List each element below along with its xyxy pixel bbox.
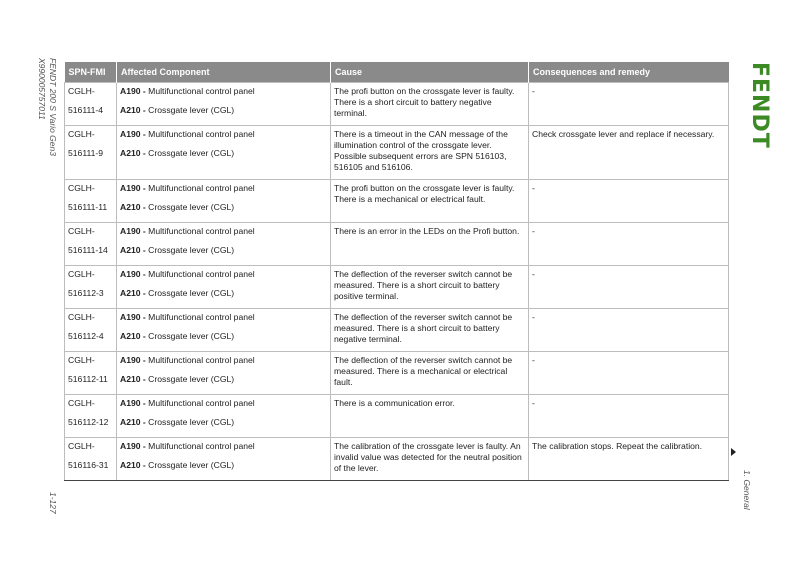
- component-cell: [117, 438, 331, 481]
- component-line: [120, 331, 327, 350]
- component-id: A210 -: [120, 374, 146, 384]
- cause-cell: The profi button on the crossgate lever is faulty. There is a short circuit to battery negative terminal.: [331, 83, 529, 126]
- spn-code: 516111-4: [68, 105, 104, 115]
- table-row: [65, 126, 729, 180]
- spn-prefix: CGLH-: [68, 398, 95, 408]
- component-name: Crossgate lever (CGL): [145, 374, 235, 384]
- component-name: Crossgate lever (CGL): [145, 417, 235, 427]
- spn-code: 516112-4: [68, 331, 104, 341]
- component-name: Multifunctional control panel: [145, 226, 255, 236]
- spn-fmi-cell: [65, 180, 117, 223]
- component-line: [120, 417, 327, 436]
- component-cell: [117, 223, 331, 266]
- component-id: A190 -: [120, 129, 146, 139]
- component-id: A210 -: [120, 148, 146, 158]
- component-cell: [117, 180, 331, 223]
- cause-cell: There is an error in the LEDs on the Profi button.: [331, 223, 529, 266]
- component-id: A210 -: [120, 460, 146, 470]
- component-line: [120, 312, 327, 331]
- component-cell: [117, 395, 331, 438]
- remedy-cell: -: [529, 83, 729, 126]
- component-id: A190 -: [120, 398, 146, 408]
- remedy-cell: The calibration stops. Repeat the calibration.: [529, 438, 729, 481]
- component-line: [120, 245, 327, 264]
- spn-fmi-cell: [65, 126, 117, 180]
- cause-cell: The deflection of the reverser switch cannot be measured. There is a short circuit to battery positive terminal.: [331, 266, 529, 309]
- component-name: Multifunctional control panel: [145, 398, 255, 408]
- component-name: Multifunctional control panel: [145, 269, 255, 279]
- remedy-cell: Check crossgate lever and replace if necessary.: [529, 126, 729, 180]
- spn-prefix: CGLH-: [68, 441, 95, 451]
- spn-fmi-cell: [65, 438, 117, 481]
- spn-code: 516112-3: [68, 288, 104, 298]
- component-name: Multifunctional control panel: [145, 86, 255, 96]
- table-row: [65, 223, 729, 266]
- cause-cell: The profi button on the crossgate lever is faulty. There is a mechanical or electrical fault.: [331, 180, 529, 223]
- table-row: [65, 352, 729, 395]
- spn-fmi-cell: [65, 395, 117, 438]
- cause-cell: There is a timeout in the CAN message of the illumination control of the crossgate lever. Possible subsequent errors are SPN 516103, 516105 and 516106.: [331, 126, 529, 180]
- component-line: [120, 269, 327, 288]
- page-number: 1-127: [48, 492, 58, 514]
- spn-code: 516112-12: [68, 417, 109, 427]
- component-line: [120, 398, 327, 417]
- component-line: [120, 226, 327, 245]
- table-row: [65, 180, 729, 223]
- spn-code: 516111-11: [68, 202, 108, 212]
- component-cell: [117, 266, 331, 309]
- table-row: [65, 83, 729, 126]
- header-consequences: Consequences and remedy: [529, 62, 729, 83]
- spn-prefix: CGLH-: [68, 269, 95, 279]
- spn-fmi-cell: [65, 223, 117, 266]
- component-id: A190 -: [120, 312, 146, 322]
- component-id: A210 -: [120, 417, 146, 427]
- document-code: X990005757011: [37, 58, 47, 120]
- component-line: [120, 460, 327, 479]
- spn-fmi-cell: [65, 266, 117, 309]
- component-cell: [117, 309, 331, 352]
- component-id: A210 -: [120, 105, 146, 115]
- component-name: Crossgate lever (CGL): [145, 202, 235, 212]
- remedy-cell: -: [529, 309, 729, 352]
- arrow-right-icon: [731, 448, 736, 456]
- document-title: FENDT 200 S Vario Gen3: [48, 58, 58, 156]
- component-line: [120, 129, 327, 148]
- brand-logo: FENDT: [747, 62, 772, 149]
- component-cell: [117, 126, 331, 180]
- remedy-cell: -: [529, 266, 729, 309]
- component-cell: [117, 83, 331, 126]
- component-name: Crossgate lever (CGL): [145, 148, 235, 158]
- spn-prefix: CGLH-: [68, 355, 95, 365]
- component-id: A210 -: [120, 202, 146, 212]
- spn-prefix: CGLH-: [68, 226, 95, 236]
- spn-prefix: CGLH-: [68, 312, 95, 322]
- component-line: [120, 288, 327, 307]
- cause-cell: There is a communication error.: [331, 395, 529, 438]
- spn-fmi-cell: [65, 83, 117, 126]
- remedy-cell: -: [529, 352, 729, 395]
- component-name: Multifunctional control panel: [145, 355, 255, 365]
- spn-code: 516116-31: [68, 460, 109, 470]
- spn-prefix: CGLH-: [68, 129, 95, 139]
- component-name: Crossgate lever (CGL): [145, 245, 235, 255]
- cause-cell: The calibration of the crossgate lever is faulty. An invalid value was detected for the neutral position of the lever.: [331, 438, 529, 481]
- component-line: [120, 86, 327, 105]
- component-id: A210 -: [120, 245, 146, 255]
- section-title: 1. General: [742, 470, 752, 510]
- spn-fmi-cell: [65, 309, 117, 352]
- component-line: [120, 202, 327, 221]
- component-line: [120, 374, 327, 393]
- header-affected-component: Affected Component: [117, 62, 331, 83]
- component-id: A210 -: [120, 288, 146, 298]
- spn-code: 516112-11: [68, 374, 108, 384]
- component-name: Multifunctional control panel: [145, 183, 255, 193]
- spn-fmi-cell: [65, 352, 117, 395]
- spn-code: 516111-14: [68, 245, 108, 255]
- header-cause: Cause: [331, 62, 529, 83]
- table-row: [65, 438, 729, 481]
- cause-cell: The deflection of the reverser switch cannot be measured. There is a short circuit to battery negative terminal.: [331, 309, 529, 352]
- component-line: [120, 355, 327, 374]
- component-name: Crossgate lever (CGL): [145, 288, 235, 298]
- component-id: A210 -: [120, 331, 146, 341]
- spn-prefix: CGLH-: [68, 183, 95, 193]
- component-id: A190 -: [120, 355, 146, 365]
- remedy-cell: -: [529, 180, 729, 223]
- component-line: [120, 183, 327, 202]
- table-row: [65, 309, 729, 352]
- header-spn-fmi: SPN-FMI: [65, 62, 117, 83]
- component-line: [120, 105, 327, 124]
- component-cell: [117, 352, 331, 395]
- component-name: Multifunctional control panel: [145, 441, 255, 451]
- spn-prefix: CGLH-: [68, 86, 95, 96]
- component-line: [120, 148, 327, 167]
- component-id: A190 -: [120, 441, 146, 451]
- component-name: Crossgate lever (CGL): [145, 460, 235, 470]
- component-id: A190 -: [120, 86, 146, 96]
- component-id: A190 -: [120, 269, 146, 279]
- component-name: Multifunctional control panel: [145, 129, 255, 139]
- remedy-cell: -: [529, 395, 729, 438]
- table-header-row: [65, 62, 729, 83]
- table-row: [65, 395, 729, 438]
- component-name: Crossgate lever (CGL): [145, 331, 235, 341]
- component-name: Multifunctional control panel: [145, 312, 255, 322]
- cause-cell: The deflection of the reverser switch cannot be measured. There is a mechanical or electrical fault.: [331, 352, 529, 395]
- diagnostic-table: [64, 62, 729, 481]
- component-id: A190 -: [120, 183, 146, 193]
- table-row: [65, 266, 729, 309]
- component-line: [120, 441, 327, 460]
- remedy-cell: -: [529, 223, 729, 266]
- spn-code: 516111-9: [68, 148, 104, 158]
- component-name: Crossgate lever (CGL): [145, 105, 235, 115]
- component-id: A190 -: [120, 226, 146, 236]
